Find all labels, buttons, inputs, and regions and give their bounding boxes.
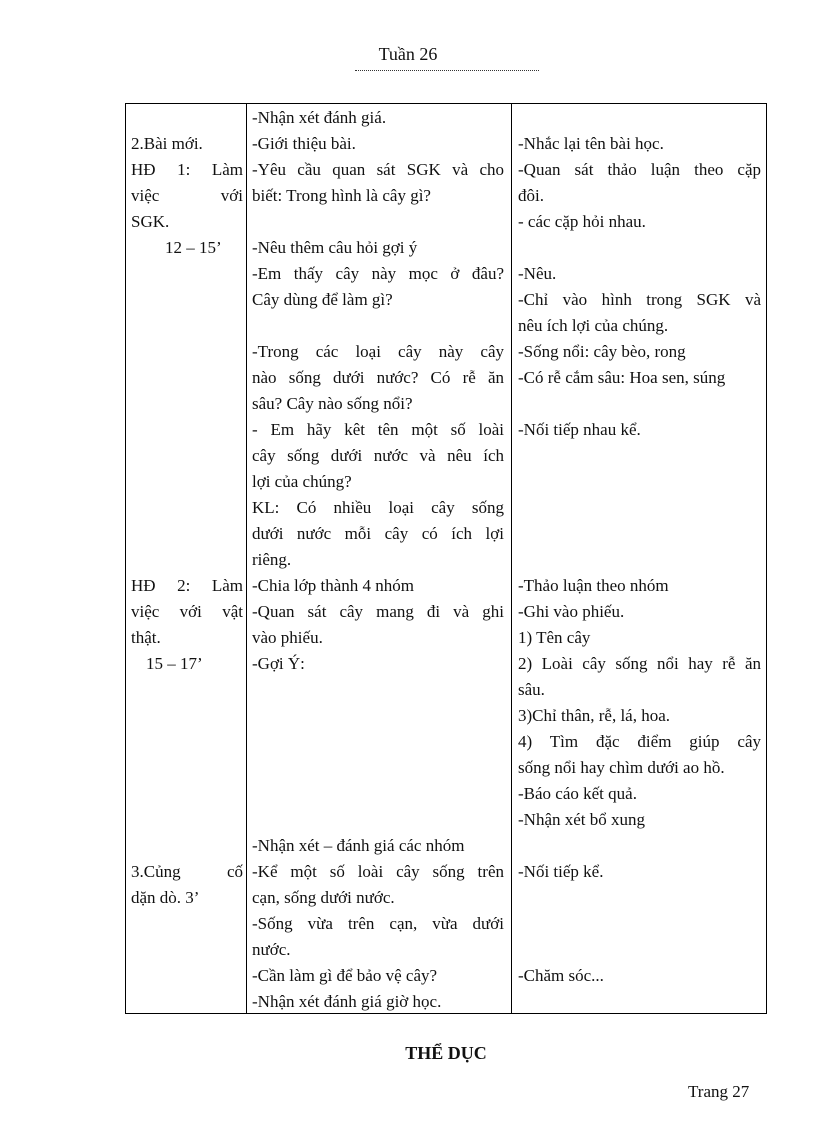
- col3-line: -Nêu.: [518, 264, 557, 283]
- col2-line: -Nhận xét đánh giá.: [252, 108, 387, 127]
- col2-line: -Giới thiệu bài.: [252, 134, 356, 153]
- col1-line: 12 – 15’: [165, 238, 222, 257]
- col2-line: -Sống vừa trên cạn, vừa dưới: [252, 914, 504, 933]
- col2-line: - Em hãy kêt tên một số loài: [252, 420, 504, 439]
- col3-line: -Chăm sóc...: [518, 966, 604, 985]
- col3-line: -Nhận xét bổ xung: [518, 810, 646, 829]
- col3-line: 1) Tên cây: [518, 628, 591, 647]
- col3-line: sống nổi hay chìm dưới ao hồ.: [518, 758, 725, 777]
- col2-line: -Em thấy cây này mọc ở đâu?: [252, 264, 504, 283]
- col1-line: việc với: [131, 186, 243, 205]
- col1-line: HĐ 2: Làm: [131, 576, 243, 595]
- col3-line: -Nối tiếp nhau kể.: [518, 420, 641, 439]
- col2-line: -Nhận xét đánh giá giờ học.: [252, 992, 442, 1011]
- col2-line: nào sống dưới nước? Có rễ ăn: [252, 368, 504, 387]
- col1-line: dặn dò. 3’: [131, 888, 200, 907]
- col2-line: biết: Trong hình là cây gì?: [252, 186, 431, 205]
- col2-line: nước.: [252, 940, 291, 959]
- col2-line: -Nhận xét – đánh giá các nhóm: [252, 836, 465, 855]
- column-separator: [511, 104, 512, 1013]
- col2-line: -Chia lớp thành 4 nhóm: [252, 576, 414, 595]
- col1-line: HĐ 1: Làm: [131, 160, 243, 179]
- col2-line: cạn, sống dưới nước.: [252, 888, 395, 907]
- col3-line: -Chỉ vào hình trong SGK và: [518, 290, 761, 309]
- col3-line: -Quan sát thảo luận theo cặp: [518, 160, 761, 179]
- col3-line: sâu.: [518, 680, 545, 699]
- next-section-title: THỂ DỤC: [405, 1043, 487, 1063]
- col2-line: -Cần làm gì để bảo vệ cây?: [252, 966, 438, 985]
- col3-line: 3)Chỉ thân, rễ, lá, hoa.: [518, 706, 671, 725]
- col2-line: -Kể một số loài cây sống trên: [252, 862, 504, 881]
- page-number: Trang 27: [688, 1082, 750, 1101]
- col2-line: sâu? Cây nào sống nổi?: [252, 394, 413, 413]
- col2-line: lợi của chúng?: [252, 472, 352, 491]
- col2-line: -Nêu thêm câu hỏi gợi ý: [252, 238, 418, 257]
- col3-line: 4) Tìm đặc điểm giúp cây: [518, 732, 761, 751]
- col2-line: vào phiếu.: [252, 628, 323, 647]
- col2-line: -Gợi Ý:: [252, 654, 305, 673]
- col1-line: 15 – 17’: [146, 654, 203, 673]
- col1-line: 3.Củng cố: [131, 862, 243, 881]
- col2-line: Cây dùng để làm gì?: [252, 290, 393, 309]
- col3-line: -Báo cáo kết quả.: [518, 784, 637, 803]
- col2-line: -Quan sát cây mang đi và ghi: [252, 602, 504, 621]
- col3-line: nêu ích lợi của chúng.: [518, 316, 669, 335]
- col2-line: cây sống dưới nước và nêu ích: [252, 446, 504, 465]
- col3-line: 2) Loài cây sống nổi hay rễ ăn: [518, 654, 761, 673]
- col3-line: -Thảo luận theo nhóm: [518, 576, 669, 595]
- col2-line: -Yêu cầu quan sát SGK và cho: [252, 160, 504, 179]
- col3-line: -Ghi vào phiếu.: [518, 602, 625, 621]
- col1-line: SGK.: [131, 212, 170, 231]
- col1-line: thật.: [131, 628, 161, 647]
- col3-line: -Nối tiếp kể.: [518, 862, 604, 881]
- header-rule: [355, 70, 539, 71]
- col2-line: KL: Có nhiều loại cây sống: [252, 498, 504, 517]
- col3-line: - các cặp hỏi nhau.: [518, 212, 646, 231]
- col3-line: -Nhắc lại tên bài học.: [518, 134, 664, 153]
- col3-line: -Có rễ cắm sâu: Hoa sen, súng: [518, 368, 726, 387]
- col2-line: riêng.: [252, 550, 292, 569]
- col3-line: đôi.: [518, 186, 544, 205]
- col3-line: -Sống nổi: cây bèo, rong: [518, 342, 686, 361]
- col2-line: -Trong các loại cây này cây: [252, 342, 504, 361]
- col2-line: dưới nước mỗi cây có ích lợi: [252, 524, 504, 543]
- page-header: Tuần 26: [378, 44, 438, 64]
- col1-line: việc với vật: [131, 602, 243, 621]
- col1-line: 2.Bài mới.: [131, 134, 203, 153]
